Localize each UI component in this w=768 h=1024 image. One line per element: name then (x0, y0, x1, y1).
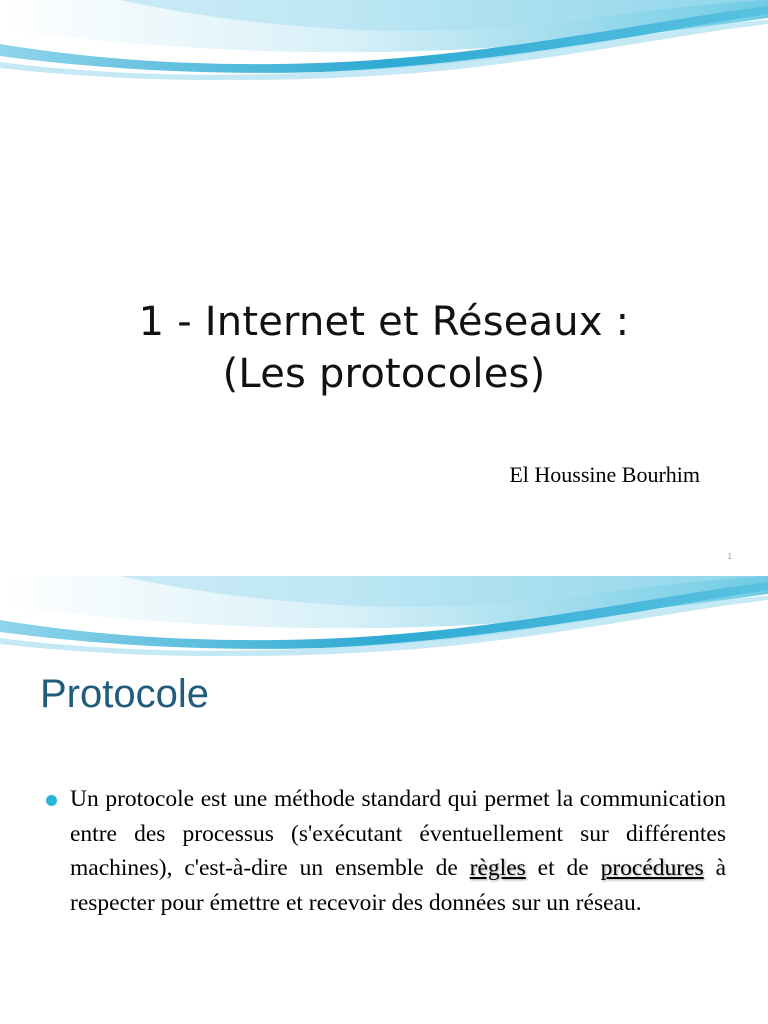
link-procedures[interactable]: procédures (600, 855, 704, 881)
section-heading: Protocole (40, 672, 209, 716)
link-regles[interactable]: règles (469, 855, 526, 881)
title-line-1: 1 - Internet et Réseaux : (138, 299, 630, 345)
author-name: El Houssine Bourhim (509, 462, 700, 487)
header-wave-decoration (0, 0, 768, 80)
bullet-text (70, 782, 726, 920)
bullet-text-part2: et de (525, 855, 601, 881)
bullet-item (46, 782, 726, 920)
bullet-text-part3: à respecter pour émettre et recevoir des données sur un réseau. (70, 855, 726, 916)
header-wave-decoration-2 (0, 576, 768, 656)
bullet-text-part1: Un protocole est une méthode standard qui permet la communication entre des processus (s'exécutant éventuellement sur différentes machines), c'est-à-dire un ensemble de (70, 786, 726, 881)
page-number: 1 (727, 552, 732, 561)
title-line-2: (Les protocoles) (222, 351, 546, 397)
bullet-dot-icon (46, 795, 57, 806)
slide-title (0, 296, 768, 400)
